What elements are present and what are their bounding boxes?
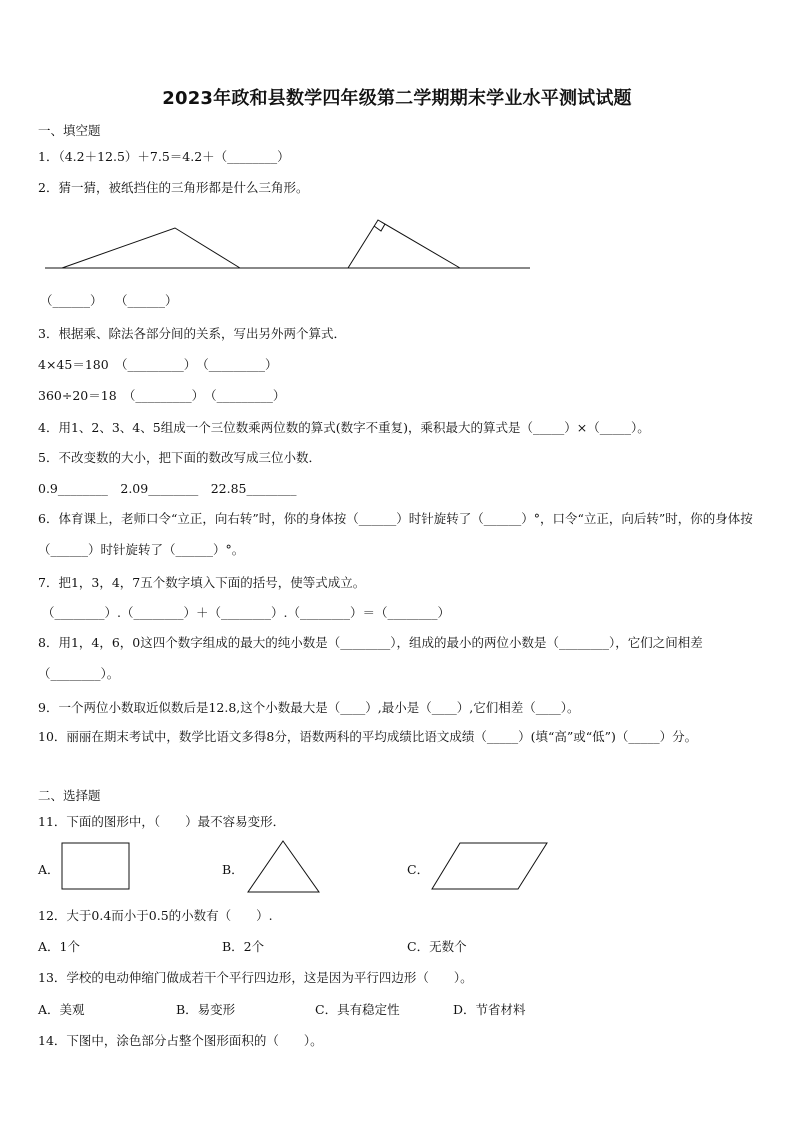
question-2-answers: （______） （______） xyxy=(40,293,178,308)
question-12: 12．大于0.4而小于0.5的小数有（ ）. xyxy=(38,908,273,923)
question-9: 9．一个两位小数取近似数后是12.8,这个小数最大是（____）,最小是（____）,它们相差（____）。 xyxy=(38,700,580,715)
q11-option-a-label: A． xyxy=(38,862,60,877)
question-4: 4．用1、2、3、4、5组成一个三位数乘两位数的算式(数字不重复)，乘积最大的算式是（_____）×（_____）。 xyxy=(38,420,650,435)
q11-option-b-label: B． xyxy=(222,862,244,877)
triangle-left xyxy=(62,228,240,268)
q12-option-c: C．无数个 xyxy=(407,939,467,954)
question-7-equation: （________）.（________）＋（________）.（________）＝（________） xyxy=(42,605,450,620)
q13-option-a: A．美观 xyxy=(38,1002,85,1017)
right-angle-mark xyxy=(374,224,385,231)
question-3-row-b: 360÷20＝18 （_________） （_________） xyxy=(38,388,286,403)
question-3-row-a: 4×45＝180 （_________） （_________） xyxy=(38,357,278,372)
q13-option-c: C．具有稳定性 xyxy=(315,1002,400,1017)
q12-option-b: B．2个 xyxy=(222,939,265,954)
question-3: 3．根据乘、除法各部分间的关系，写出另外两个算式． xyxy=(38,326,346,341)
question-14: 14．下图中，涂色部分占整个图形面积的（ ）。 xyxy=(38,1033,323,1048)
question-11: 11．下面的图形中，（ ）最不容易变形． xyxy=(38,814,286,829)
q12-option-a: A．1个 xyxy=(38,939,80,954)
question-2: 2．猜一猜，被纸挡住的三角形都是什么三角形。 xyxy=(38,180,309,195)
question-6: 6．体育课上，老师口令“立正，向右转”时，你的身体按（______）时针旋转了（______）°，口令“立正，向后转”时，你的身体按（______）时针旋转了（______）°。 xyxy=(38,511,753,557)
page-title: 2023年政和县数学四年级第二学期期末学业水平测试试题 xyxy=(162,88,632,109)
question-1: 1．（4.2＋12.5）＋7.5＝4.2＋（________） xyxy=(38,149,290,164)
q13-option-b: B．易变形 xyxy=(176,1002,236,1017)
section-choice-heading: 二、选择题 xyxy=(38,788,101,803)
question-13: 13．学校的电动伸缩门做成若干个平行四边形，这是因为平行四边形（ ）。 xyxy=(38,970,473,985)
rectangle-shape xyxy=(60,841,132,893)
question-2-figure xyxy=(40,214,535,274)
question-5: 5．不改变数的大小，把下面的数改写成三位小数． xyxy=(38,450,321,465)
triangle-shape xyxy=(245,838,323,896)
section-fill-heading: 一、填空题 xyxy=(38,123,101,138)
parallelogram-shape xyxy=(430,841,550,893)
question-5-items: 0.9________ 2.09________ 22.85________ xyxy=(38,481,297,496)
question-10: 10．丽丽在期末考试中，数学比语文多得8分，语数两科的平均成绩比语文成绩（_____）(填“高”或“低”)（_____）分。 xyxy=(38,729,698,744)
question-7: 7．把1，3，4，7五个数字填入下面的括号，使等式成立。 xyxy=(38,575,366,590)
q11-option-c-label: C． xyxy=(407,862,430,877)
question-8: 8．用1，4，6，0这四个数字组成的最大的纯小数是（________），组成的最小的两位小数是（________），它们之间相差（________）。 xyxy=(38,635,703,681)
q13-option-d: D．节省材料 xyxy=(453,1002,526,1017)
triangle-right xyxy=(348,220,460,268)
